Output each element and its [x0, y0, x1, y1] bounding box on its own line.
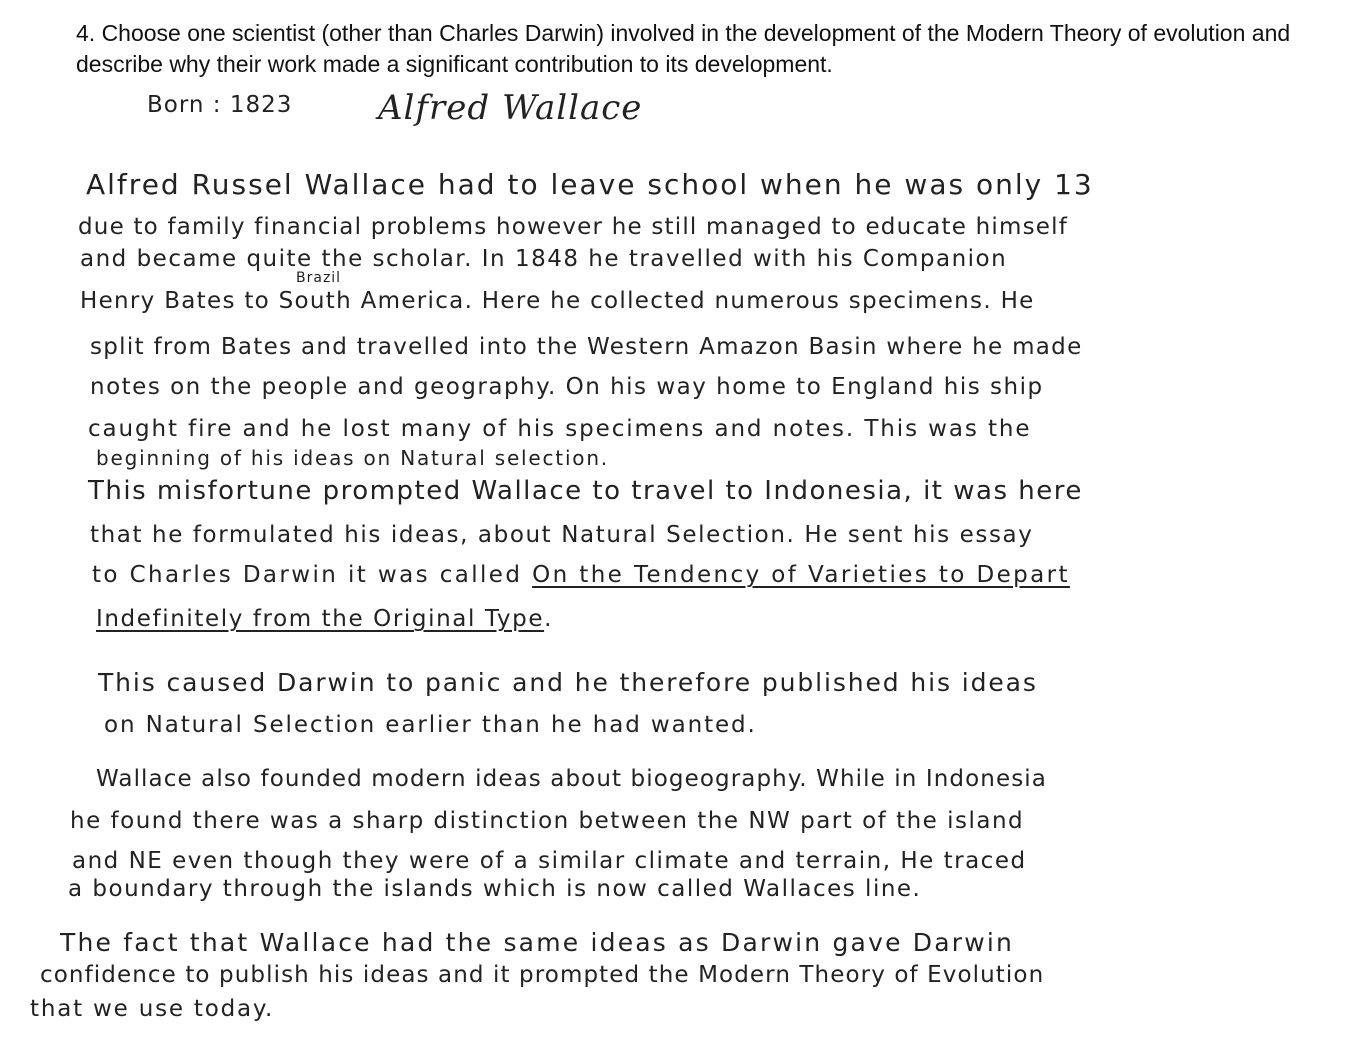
text-line: notes on the people and geography. On his way home to England his ship [90, 374, 1044, 400]
essay-line-2 [96, 606, 553, 632]
text-line: Henry Bates to South America. Here he collected numerous specimens. He [80, 288, 1035, 314]
text-line: This misfortune prompted Wallace to travel to Indonesia, it was here [88, 476, 1083, 506]
inserted-word: Brazil [296, 270, 342, 286]
text-line: to Charles Darwin it was called [92, 562, 523, 588]
text-line: Alfred Russel Wallace had to leave school when he was only 13 [86, 168, 1094, 201]
text-line: and became quite the scholar. In 1848 he travelled with his Companion [80, 246, 1008, 272]
essay-title-continued: Indefinitely from the Original Type [96, 606, 545, 632]
text-line: that we use today. [30, 996, 275, 1022]
text-line: This caused Darwin to panic and he therefore published his ideas [98, 668, 1038, 697]
question-prompt: 4. Choose one scientist (other than Charles Darwin) involved in the development of the Modern Theory of evolution and describe why their work made a significant contribution to its development. [76, 20, 1291, 77]
text-line: on Natural Selection earlier than he had wanted. [104, 712, 757, 738]
text-line: caught fire and he lost many of his specimens and notes. This was the [88, 416, 1032, 442]
text-line: split from Bates and travelled into the Western Amazon Basin where he made [90, 334, 1083, 360]
scientist-name: Alfred Wallace [378, 88, 643, 128]
text-line: that he formulated his ideas, about Natural Selection. He sent his essay [90, 522, 1034, 548]
text-line: a boundary through the islands which is now called Wallaces line. [68, 876, 922, 902]
text-line: and NE even though they were of a similar climate and terrain, He traced [72, 848, 1027, 874]
text-line: The fact that Wallace had the same ideas as Darwin gave Darwin [60, 928, 1015, 957]
text-line: Wallace also founded modern ideas about biogeography. While in Indonesia [96, 766, 1047, 792]
text-line: confidence to publish his ideas and it prompted the Modern Theory of Evolution [40, 962, 1045, 988]
essay-title-period: . [544, 606, 553, 632]
essay-line [92, 562, 1070, 588]
text-line: he found there was a sharp distinction between the NW part of the island [70, 808, 1025, 834]
text-line: due to family financial problems however he still managed to educate himself [78, 214, 1068, 240]
birth-year: Born : 1823 [147, 92, 293, 118]
essay-title: On the Tendency of Varieties to Depart [532, 562, 1070, 588]
text-line: beginning of his ideas on Natural selection. [96, 446, 609, 470]
